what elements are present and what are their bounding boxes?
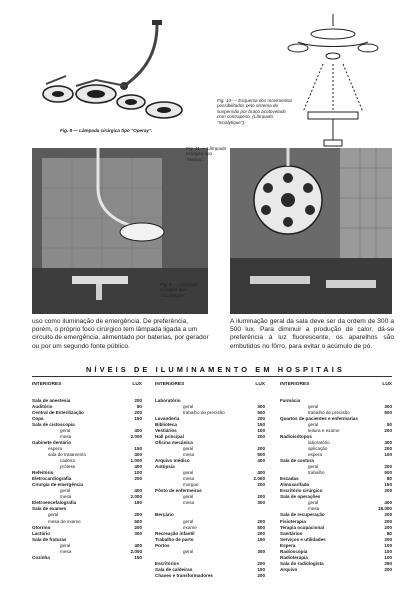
row-label: Serviços e utilidades xyxy=(280,536,326,542)
row-label: Sanitários xyxy=(280,530,303,536)
row-lux-value: 400 xyxy=(384,500,392,506)
fig10-image xyxy=(268,12,398,152)
row-label: Cozinha xyxy=(32,554,50,560)
row-label: exame xyxy=(183,524,197,530)
row-label: Sala do radiologista xyxy=(280,560,324,566)
row-label: Sala de operações xyxy=(280,494,321,500)
row-label: mesa xyxy=(60,494,72,500)
row-lux-value: 150 xyxy=(134,445,142,451)
fig9-caption: Fig. 9 — Lâmpada cirúrgica tipo "Scialytique". xyxy=(160,282,198,298)
row-label: geral xyxy=(308,403,319,409)
row-lux-value: 100 xyxy=(384,542,392,548)
row-label: Hall principal xyxy=(155,433,184,439)
row-lux-value: 200 xyxy=(257,560,265,566)
row-label: espera xyxy=(48,445,63,451)
row-lux-value: 200 xyxy=(257,530,265,536)
row-lux-value: 200 xyxy=(134,512,142,518)
row-label: Eletroencefalografia xyxy=(32,500,77,506)
row-lux-value: 100 xyxy=(384,452,392,458)
column-rows xyxy=(32,392,142,561)
column-header-interiores: INTERIORES xyxy=(280,382,310,387)
fig11-photo xyxy=(230,148,392,314)
row-lux-value: 300 xyxy=(257,500,265,506)
row-lux-value: 400 xyxy=(257,470,265,476)
row-lux-value: 500 xyxy=(384,409,392,415)
row-lux-value: 200 xyxy=(134,397,142,403)
row-lux-value: 50 xyxy=(386,421,392,427)
row-label: Escritório cirúrgico xyxy=(280,488,323,494)
row-label: Lavanderia xyxy=(155,415,180,421)
row-lux-value: 150 xyxy=(257,421,265,427)
row-lux-value: 200 xyxy=(384,445,392,451)
row-label: mesa xyxy=(308,506,320,512)
row-label: Pôsto de enfermeiras xyxy=(155,488,202,494)
row-lux-value: 300 xyxy=(384,403,392,409)
paragraph-left: uso como iluminação de emergência. De preferência, porém, o próprio foco cirúrgico tem lâmpada ligada a um circuito de emergência, alimentado por baterias, por gerador ou por um segundo fonte público. xyxy=(32,318,209,350)
row-label: espera xyxy=(308,452,323,458)
row-label: trabalho de precisão xyxy=(183,409,225,415)
row-lux-value: 150 xyxy=(134,554,142,560)
row-lux-value: 200 xyxy=(384,427,392,433)
row-lux-value: 2.000 xyxy=(130,433,142,439)
row-label: Radioscopia xyxy=(280,548,308,554)
row-label: trabalho de precisão xyxy=(308,409,350,415)
banner-divider xyxy=(32,376,392,377)
row-label: cadeira xyxy=(60,458,76,464)
row-label: Escritórios xyxy=(155,560,179,566)
row-label: Copa xyxy=(32,415,44,421)
row-label: Portos xyxy=(155,542,170,548)
row-lux-value: 500 xyxy=(257,524,265,530)
row-label: trabalho xyxy=(308,470,325,476)
column-header-lux: LUX xyxy=(132,382,142,387)
row-lux-value: 500 xyxy=(257,409,265,415)
row-lux-value: 100 xyxy=(134,470,142,476)
row-lux-value: 200 xyxy=(384,536,392,542)
row-label: mesa xyxy=(183,476,195,482)
row-label: geral xyxy=(48,512,59,518)
table-row xyxy=(155,573,265,579)
lux-table-column-1 xyxy=(32,382,142,561)
row-label: Vestiários xyxy=(155,427,177,433)
row-lux-value: 300 xyxy=(134,530,142,536)
row-lux-value: 300 xyxy=(257,403,265,409)
row-lux-value: 200 xyxy=(257,518,265,524)
row-lux-value: 200 xyxy=(257,482,265,488)
row-label: Autópsia xyxy=(155,464,175,470)
lux-table-column-2 xyxy=(155,382,265,579)
row-label: Fisioterapia xyxy=(280,518,306,524)
row-label: geral xyxy=(183,548,194,554)
row-lux-value: 2.000 xyxy=(253,476,265,482)
row-label: geral xyxy=(60,542,71,548)
row-label: geral xyxy=(183,494,194,500)
row-label: mesa xyxy=(60,433,72,439)
row-label: prótese xyxy=(60,464,76,470)
row-lux-value: 200 xyxy=(384,566,392,572)
row-label: Almoxarifado xyxy=(280,482,310,488)
row-label: Arquivo xyxy=(280,566,298,572)
row-label: Espera xyxy=(280,542,296,548)
row-label: geral xyxy=(183,470,194,476)
row-lux-value: 2.000 xyxy=(130,494,142,500)
row-label: Otorrino xyxy=(32,524,51,530)
row-label: Farmácia xyxy=(280,397,301,403)
row-label: Sala de anestesia xyxy=(32,397,71,403)
suspension-diagram xyxy=(268,12,398,152)
row-label: Cirurgia de emergência xyxy=(32,482,84,488)
row-lux-value: 150 xyxy=(257,536,265,542)
row-lux-value: 200 xyxy=(257,494,265,500)
lux-table-column-3 xyxy=(280,382,392,573)
row-label: Chaves e transformadores xyxy=(155,572,213,578)
row-label: Berçário xyxy=(155,512,174,518)
row-lux-value: 500 xyxy=(384,470,392,476)
row-label: Biblioteca xyxy=(155,421,177,427)
row-label: geral xyxy=(183,518,194,524)
fig10-caption: Fig. 10 — Esquema dos movimentos possibilitados pelo sistema de suspensão por braço acotovelado com contrapeso. (Lâmpada "Scialytique"). xyxy=(217,98,293,125)
row-lux-value: 100 xyxy=(384,554,392,560)
fig11-caption: Fig. 11 — Lâmpada cirúrgica tipo "Hanau". xyxy=(186,146,227,162)
row-lux-value: 200 xyxy=(257,572,265,578)
row-label: Terapia ocupacional xyxy=(280,524,325,530)
row-lux-value: 80 xyxy=(386,476,392,482)
row-label: geral xyxy=(308,421,319,427)
row-lux-value: 500 xyxy=(257,452,265,458)
table-banner: NÍVEIS DE ILUMINAMENTO EM HOSPITAIS xyxy=(86,365,345,374)
row-label: sala de tratamento xyxy=(48,452,87,458)
row-label: geral xyxy=(183,403,194,409)
row-label: Central de Esterilização xyxy=(32,409,84,415)
row-lux-value: 80 xyxy=(136,403,142,409)
row-label: geral xyxy=(60,488,71,494)
row-lux-value: 200 xyxy=(134,524,142,530)
row-lux-value: 100 xyxy=(257,427,265,433)
row-label: geral xyxy=(60,427,71,433)
row-label: Lactário xyxy=(32,530,50,536)
row-lux-value: 18.000 xyxy=(377,506,392,512)
row-lux-value: 80 xyxy=(386,530,392,536)
row-lux-value: 500 xyxy=(134,518,142,524)
row-label: Sala de costura xyxy=(280,458,314,464)
row-label: Arquivo médico xyxy=(155,458,190,464)
column-header-interiores: INTERIORES xyxy=(32,382,62,387)
row-label: Escadas xyxy=(280,476,299,482)
row-lux-value: 400 xyxy=(134,464,142,470)
row-lux-value: 2.000 xyxy=(130,548,142,554)
row-label: mesa xyxy=(183,500,195,506)
row-lux-value: 200 xyxy=(384,512,392,518)
fig8-caption: Fig. 8 — Lâmpada cirúrgica tipo "Operay". xyxy=(60,128,153,133)
row-lux-value: 1.000 xyxy=(130,458,142,464)
row-label: laboratório xyxy=(308,439,330,445)
row-label: mesa de exame xyxy=(48,518,81,524)
paragraph-right: A iluminação geral da sala deve ser da ordem de 300 a 500 lux. Para diminuir a produção de calor, dá-se preferência à luz fluorescente, os aparelhos são embutidos no fôrro, para evitar o acúmulo de pó. xyxy=(230,318,394,350)
row-label: geral xyxy=(308,464,319,470)
row-label: Refeitório xyxy=(32,470,54,476)
row-lux-value: 200 xyxy=(384,524,392,530)
row-lux-value: 150 xyxy=(384,482,392,488)
row-lux-value: 150 xyxy=(134,500,142,506)
row-lux-value: 300 xyxy=(384,439,392,445)
row-lux-value: 200 xyxy=(384,464,392,470)
row-label: Sala de exames xyxy=(32,506,67,512)
row-lux-value: 200 xyxy=(134,409,142,415)
row-label: Gabinete dentário xyxy=(32,439,72,445)
row-label: Recreação infantil xyxy=(155,530,195,536)
column-header-interiores: INTERIORES xyxy=(155,382,185,387)
row-label: Radioterapia xyxy=(280,554,308,560)
row-lux-value: 200 xyxy=(257,445,265,451)
row-lux-value: 200 xyxy=(134,476,142,482)
table-row xyxy=(280,567,392,573)
row-label: mesa xyxy=(183,452,195,458)
row-label: Quartos de pacientes e enfermarias xyxy=(280,415,358,421)
row-label: Eletrocardiografia xyxy=(32,476,72,482)
row-lux-value: 400 xyxy=(134,488,142,494)
row-lux-value: 300 xyxy=(257,548,265,554)
fig8-image xyxy=(36,14,208,126)
row-lux-value: 400 xyxy=(134,542,142,548)
column-header-lux: LUX xyxy=(255,382,265,387)
row-label: geral xyxy=(308,500,319,506)
row-lux-value: 400 xyxy=(134,452,142,458)
row-lux-value: 250 xyxy=(384,560,392,566)
table-row xyxy=(32,555,142,561)
row-label: Auditório xyxy=(32,403,53,409)
row-label: Sala de fraturas xyxy=(32,536,67,542)
row-lux-value: 200 xyxy=(257,415,265,421)
row-label: Radioisótopos xyxy=(280,433,312,439)
row-label: Laboratório xyxy=(155,397,181,403)
row-label: aplicação xyxy=(308,445,328,451)
row-lux-value: 150 xyxy=(257,566,265,572)
row-label: Oficina mecânica xyxy=(155,439,193,445)
row-lux-value: 150 xyxy=(134,415,142,421)
row-label: morgue xyxy=(183,482,199,488)
row-label: Trabalho de parto xyxy=(155,536,194,542)
row-label: Sala de caldeiras xyxy=(155,566,193,572)
row-lux-value: 400 xyxy=(134,427,142,433)
row-label: mesa xyxy=(60,548,72,554)
row-label: Sala de cistoscopia xyxy=(32,421,75,427)
row-label: Sala de recuperação xyxy=(280,512,325,518)
row-lux-value: 200 xyxy=(384,518,392,524)
operating-room-photo-right xyxy=(230,148,392,314)
row-label: leitura e exame xyxy=(308,427,340,433)
column-header-lux: LUX xyxy=(382,382,392,387)
row-lux-value: 200 xyxy=(257,433,265,439)
row-lux-value: 100 xyxy=(384,548,392,554)
operay-lamp-illustration xyxy=(36,14,208,126)
column-rows xyxy=(155,392,265,579)
column-rows xyxy=(280,392,392,573)
row-lux-value: 400 xyxy=(257,458,265,464)
row-lux-value: 200 xyxy=(384,488,392,494)
row-label: geral xyxy=(183,445,194,451)
